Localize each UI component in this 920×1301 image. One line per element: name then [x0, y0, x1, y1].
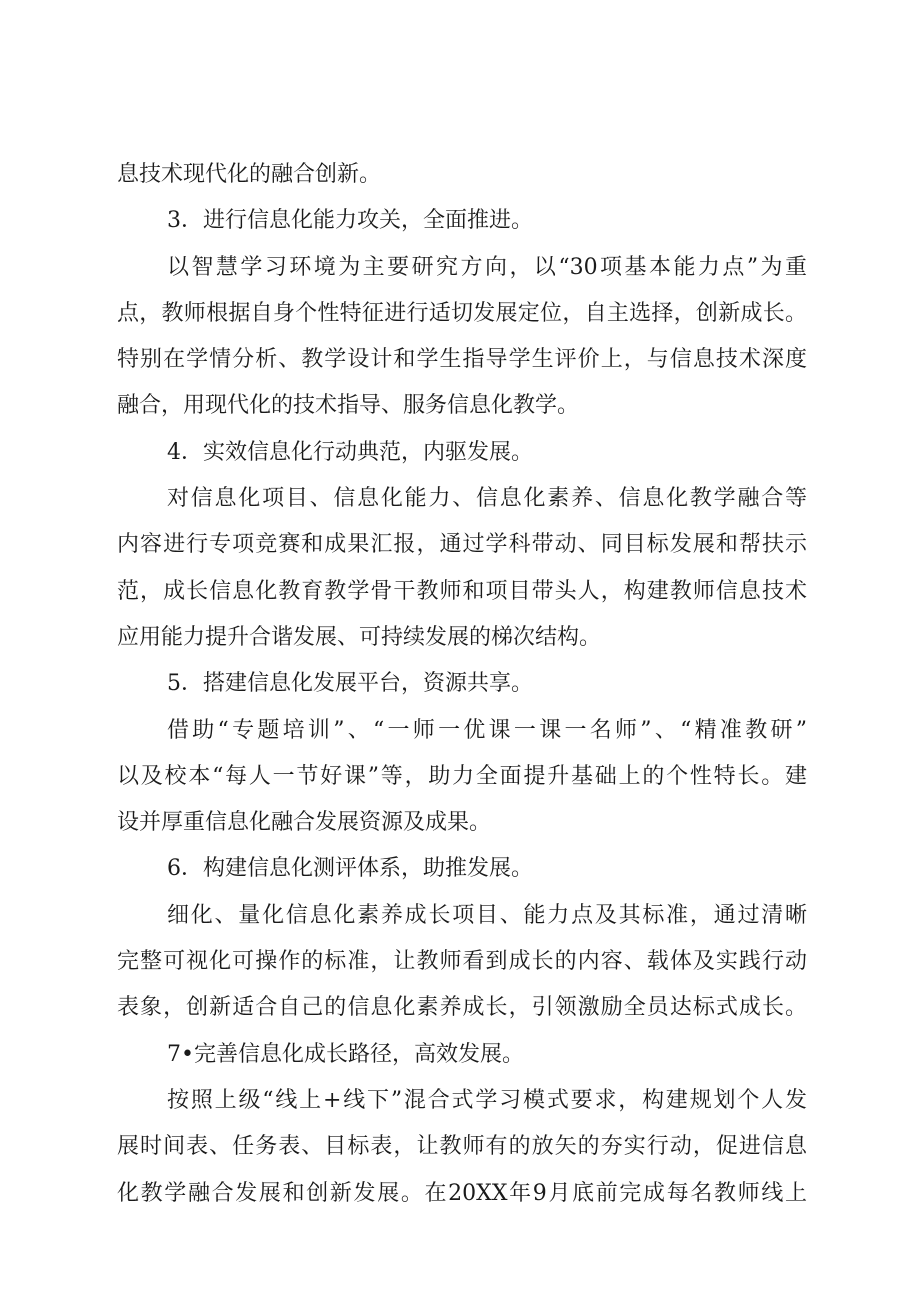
text-line: 点，教师根据自身个性特征进行适切发展定位，自主选择，创新成长。 [117, 300, 807, 326]
text-line: 完整可视化可操作的标准，让教师看到成长的内容、载体及实践行动 [117, 949, 807, 975]
text-line: 按照上级“线上+线下”混合式学习模式要求，构建规划个人发 [167, 1087, 807, 1113]
text-line: 融合，用现代化的技术指导、服务信息化教学。 [117, 393, 580, 419]
text-line: 借助“专题培训”、“一师一优课一课一名师”、“精准教研” [167, 717, 807, 743]
section-heading: 4．实效信息化行动典范，内驱发展。 [167, 439, 533, 465]
section-heading: 7•完善信息化成长路径，高效发展。 [167, 1041, 524, 1067]
text-line: 化教学融合发展和创新发展。在20XX年9月底前完成每名教师线上 [117, 1180, 807, 1206]
text-line: 内容进行专项竞赛和成果汇报，通过学科带动、同目标发展和帮扶示 [117, 532, 807, 558]
text-line: 应用能力提升合谐发展、可持续发展的梯次结构。 [117, 624, 602, 650]
section-heading: 3．进行信息化能力攻关，全面推进。 [167, 208, 533, 234]
text-line: 设并厚重信息化融合发展资源及成果。 [117, 810, 492, 836]
section-heading: 6．构建信息化测评体系，助推发展。 [167, 856, 533, 882]
text-line: 表象，创新适合自己的信息化素养成长，引领激励全员达标式成长。 [117, 995, 807, 1021]
text-line: 展时间表、任务表、目标表，让教师有的放矢的夯实行动，促进信息 [117, 1134, 807, 1160]
text-line: 以智慧学习环境为主要研究方向，以“30项基本能力点”为重 [167, 254, 807, 280]
section-heading: 5．搭建信息化发展平台，资源共享。 [167, 671, 533, 697]
text-line: 特别在学情分析、教学设计和学生指导学生评价上，与信息技术深度 [117, 347, 807, 373]
text-line: 范，成长信息化教育教学骨干教师和项目带头人，构建教师信息技术 [117, 578, 807, 604]
document-page [117, 152, 807, 1217]
text-line: 细化、量化信息化素养成长项目、能力点及其标准，通过清晰 [167, 902, 807, 928]
text-line: 对信息化项目、信息化能力、信息化素养、信息化教学融合等 [167, 486, 807, 512]
text-line: 息技术现代化的融合创新。 [117, 162, 382, 187]
text-line: 以及校本“每人一节好课”等，助力全面提升基础上的个性特长。建 [117, 763, 807, 789]
